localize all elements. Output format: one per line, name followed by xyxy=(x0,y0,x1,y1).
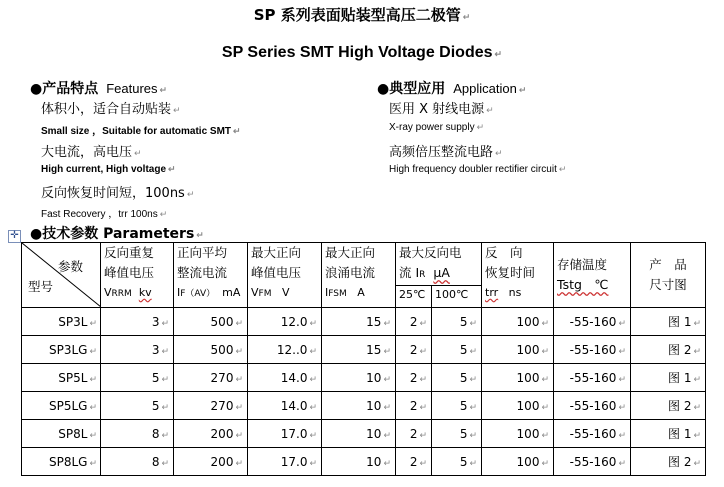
table-row xyxy=(22,392,706,420)
cell-vrrm: 3 ↵ xyxy=(101,308,174,336)
cell-ifav: 200 ↵ xyxy=(174,420,248,448)
cell-tstg: -55-160 ↵ xyxy=(554,448,631,476)
cell-ir25: 2 ↵ xyxy=(396,448,432,476)
cell-vfm: 17.0 ↵ xyxy=(248,420,322,448)
features-heading: ●产品特点 Features ↵ xyxy=(30,81,168,97)
cell-model: SP5LG ↵ xyxy=(22,392,101,420)
cell-figure: 图 2 ↵ xyxy=(631,448,706,476)
table-row xyxy=(22,364,706,392)
cell-trr: 100 ↵ xyxy=(482,336,554,364)
cell-vrrm: 8 ↵ xyxy=(101,448,174,476)
cell-tstg: -55-160 ↵ xyxy=(554,364,631,392)
cell-vrrm: 5 ↵ xyxy=(101,364,174,392)
cell-model: SP3LG ↵ xyxy=(22,336,101,364)
cell-ifsm: 15 ↵ xyxy=(322,308,396,336)
cell-ifav: 270 ↵ xyxy=(174,392,248,420)
cell-ir100: 5 ↵ xyxy=(432,308,482,336)
cell-trr: 100 ↵ xyxy=(482,364,554,392)
cell-figure: 图 1 ↵ xyxy=(631,420,706,448)
feature-1-cn: 体积小，适合自动贴装 ↵ xyxy=(41,102,181,117)
header-tstg: 存储温度 Tstg ℃ xyxy=(554,243,631,308)
cell-ifav: 500 ↵ xyxy=(174,308,248,336)
cell-ifav: 500 ↵ xyxy=(174,336,248,364)
cell-ir100: 5 ↵ xyxy=(432,448,482,476)
parameters-heading: ●技术参数 Parameters ↵ xyxy=(30,226,204,242)
application-2-en: High frequency doubler rectifier circuit ↵ xyxy=(389,164,567,175)
header-trr: 反 向 恢复时间 trr ns xyxy=(482,243,554,308)
cell-figure: 图 2 ↵ xyxy=(631,392,706,420)
application-heading: ●典型应用 Application ↵ xyxy=(377,81,527,97)
cell-ir25: 2 ↵ xyxy=(396,336,432,364)
cell-vfm: 12..0 ↵ xyxy=(248,336,322,364)
cell-tstg: -55-160 ↵ xyxy=(554,392,631,420)
application-1-en: X-ray power supply ↵ xyxy=(389,122,485,133)
cell-trr: 100 ↵ xyxy=(482,392,554,420)
cell-ifsm: 10 ↵ xyxy=(322,364,396,392)
cell-figure: 图 2 ↵ xyxy=(631,336,706,364)
cell-tstg: -55-160 ↵ xyxy=(554,308,631,336)
cell-ir25: 2 ↵ xyxy=(396,308,432,336)
header-vfm: 最大正向 峰值电压 VFM V xyxy=(248,243,322,308)
cell-tstg: -55-160 ↵ xyxy=(554,420,631,448)
table-row xyxy=(22,420,706,448)
cell-trr: 100 ↵ xyxy=(482,308,554,336)
cell-ir100: 5 ↵ xyxy=(432,392,482,420)
cell-ir25: 2 ↵ xyxy=(396,420,432,448)
cell-ir100: 5 ↵ xyxy=(432,336,482,364)
cell-model: SP8L ↵ xyxy=(22,420,101,448)
corner-header xyxy=(22,243,101,308)
cell-vfm: 12.0 ↵ xyxy=(248,308,322,336)
document-title-cn: SP 系列表面贴装型高压二极管 ↵ xyxy=(253,6,471,24)
header-figure: 产 品 尺寸图 xyxy=(631,243,706,308)
header-ifsm: 最大正向 浪涌电流 IFSM A xyxy=(322,243,396,308)
feature-2-en: High current, High voltage ↵ xyxy=(41,164,176,175)
cell-figure: 图 1 ↵ xyxy=(631,364,706,392)
application-1-cn: 医用 X 射线电源 ↵ xyxy=(389,102,494,117)
corner-label-parameter: 参数 xyxy=(58,259,84,274)
cell-trr: 100 ↵ xyxy=(482,420,554,448)
cell-tstg: -55-160 ↵ xyxy=(554,336,631,364)
table-row xyxy=(22,336,706,364)
cell-ifsm: 10 ↵ xyxy=(322,392,396,420)
document-title-en: SP Series SMT High Voltage Diodes ↵ xyxy=(221,44,503,61)
header-ir-25c: 25℃ xyxy=(396,286,432,308)
feature-3-cn: 反向恢复时间短，100ns ↵ xyxy=(41,186,195,201)
cell-ifav: 270 ↵ xyxy=(174,364,248,392)
cell-ifsm: 10 ↵ xyxy=(322,448,396,476)
cell-vfm: 17.0 ↵ xyxy=(248,448,322,476)
cell-ir25: 2 ↵ xyxy=(396,364,432,392)
cell-model: SP3L ↵ xyxy=(22,308,101,336)
table-row xyxy=(22,308,706,336)
header-ifav: 正向平均 整流电流 IF（AV） mA xyxy=(174,243,248,308)
cell-model: SP8LG ↵ xyxy=(22,448,101,476)
table-row xyxy=(22,448,706,476)
header-ir: 最大反向电 流 IR μA xyxy=(396,243,482,286)
feature-2-cn: 大电流，高电压 ↵ xyxy=(41,145,142,160)
cell-vrrm: 5 ↵ xyxy=(101,392,174,420)
header-ir-100c: 100℃ xyxy=(432,286,482,308)
cell-trr: 100 ↵ xyxy=(482,448,554,476)
cell-ir100: 5 ↵ xyxy=(432,364,482,392)
parameters-table xyxy=(21,242,706,476)
cell-vfm: 14.0 ↵ xyxy=(248,392,322,420)
header-vrrm: 反向重复 峰值电压 VRRM kv xyxy=(101,243,174,308)
cell-vfm: 14.0 ↵ xyxy=(248,364,322,392)
application-2-cn: 高频倍压整流电路 ↵ xyxy=(389,145,503,160)
move-cross-icon[interactable]: ✛ xyxy=(8,230,21,243)
cell-figure: 图 1 ↵ xyxy=(631,308,706,336)
cell-ifav: 200 ↵ xyxy=(174,448,248,476)
cell-ifsm: 15 ↵ xyxy=(322,336,396,364)
cell-ir25: 2 ↵ xyxy=(396,392,432,420)
feature-3-en: Fast Recovery ，trr 100ns ↵ xyxy=(41,209,168,220)
cell-ifsm: 10 ↵ xyxy=(322,420,396,448)
cell-model: SP5L ↵ xyxy=(22,364,101,392)
feature-1-en: Small size ，Suitable for automatic SMT ↵ xyxy=(41,126,241,137)
cell-vrrm: 8 ↵ xyxy=(101,420,174,448)
cell-ir100: 5 ↵ xyxy=(432,420,482,448)
cell-vrrm: 3 ↵ xyxy=(101,336,174,364)
corner-label-model: 型号 xyxy=(28,279,54,294)
